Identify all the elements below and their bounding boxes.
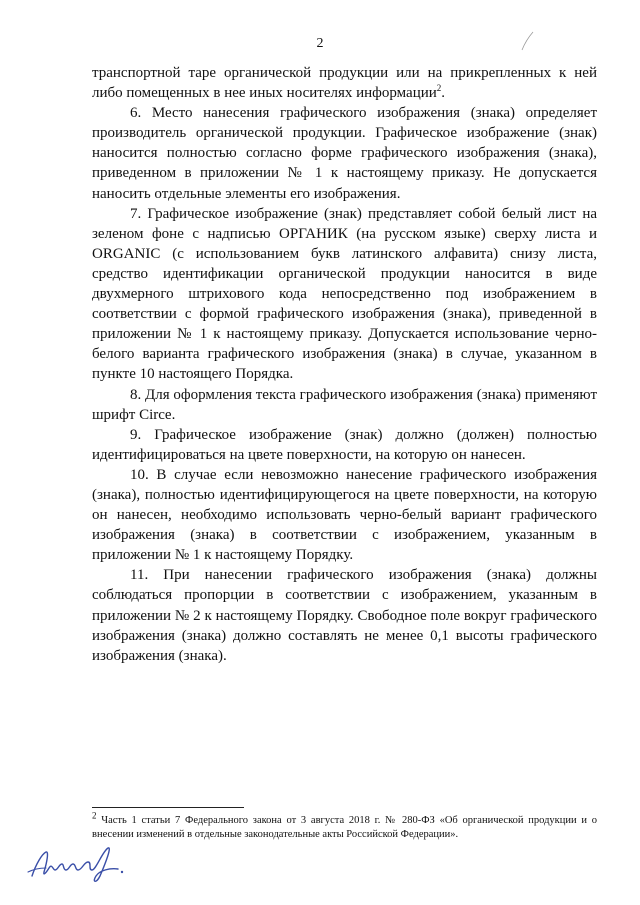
pen-stroke-icon [520, 30, 536, 52]
paragraph-9: 9. Графическое изображение (знак) должно (должен) полностью идентифицироваться на цвете поверхности, на которую он нанесен. [92, 426, 597, 463]
footnote-marker: 2 [92, 810, 97, 821]
paragraph-6: 6. Место нанесения графического изображения (знака) определяет производитель органической продукции. Графическое изображение (знак) наносится полностью согласно форме графического изображения (знака), приведенном в приложении № 1 к настоящему приказу. Не допускается наносить отдельные элементы его изображения. [92, 105, 597, 202]
footnote-text: Часть 1 статьи 7 Федерального закона от 3 августа 2018 г. № 280-ФЗ «Об органической продукции и о внесении изменений в отдельные законодательные акты Российской Федерации». [92, 815, 597, 840]
footnote-reference: 2 [436, 83, 442, 94]
paragraph-continuation: транспортной таре органической продукции или на прикрепленных к ней либо помещенных в нее иных носителях информации$^2$. [92, 65, 597, 102]
paragraph-continuation-text: транспортной таре органической продукции или на прикрепленных к ней либо помещенных в нее иных носителях информации [92, 65, 597, 102]
footnote [92, 810, 597, 842]
paragraph-7: 7. Графическое изображение (знак) представляет собой белый лист на зеленом фоне с надписью ОРГАНИК (на русском языке) сверху листа и ORGANIC (с использованием букв латинского алфавита) снизу листа, средство идентификации органической продукции наносится в виде двухмерного штрихового кода непосредственно под изображением в соответствии с формой графического изображения (знака), приведенной в приложении № 1 к настоящему приказу. Допускается использование черно-белого варианта графического изображения (знака) в случае, указанном в пункте 10 настоящего Порядка. [92, 205, 597, 383]
footnote-divider [92, 807, 244, 808]
paragraph-8: 8. Для оформления текста графического изображения (знака) применяют шрифт Circe. [92, 386, 597, 423]
page-number: 2 [316, 36, 324, 51]
signature-icon [26, 842, 136, 888]
paragraph-11: 11. При нанесении графического изображения (знака) должны соблюдаться пропорции в соответствии с изображением, указанным в приложении № 2 к настоящему Порядку. Свободное поле вокруг графического изображения (знака) должно составлять не менее 0,1 высоты графического изображения (знака). [92, 567, 597, 664]
paragraph-10: 10. В случае если невозможно нанесение графического изображения (знака), полностью идентифицирующегося на цвете поверхности, на которую он нанесен, необходимо использовать черно-белый вариант графического изображения (знака) в соответствии с изображением, указанным в приложении № 1 к настоящему Порядку. [92, 466, 597, 564]
document-body [92, 63, 597, 666]
